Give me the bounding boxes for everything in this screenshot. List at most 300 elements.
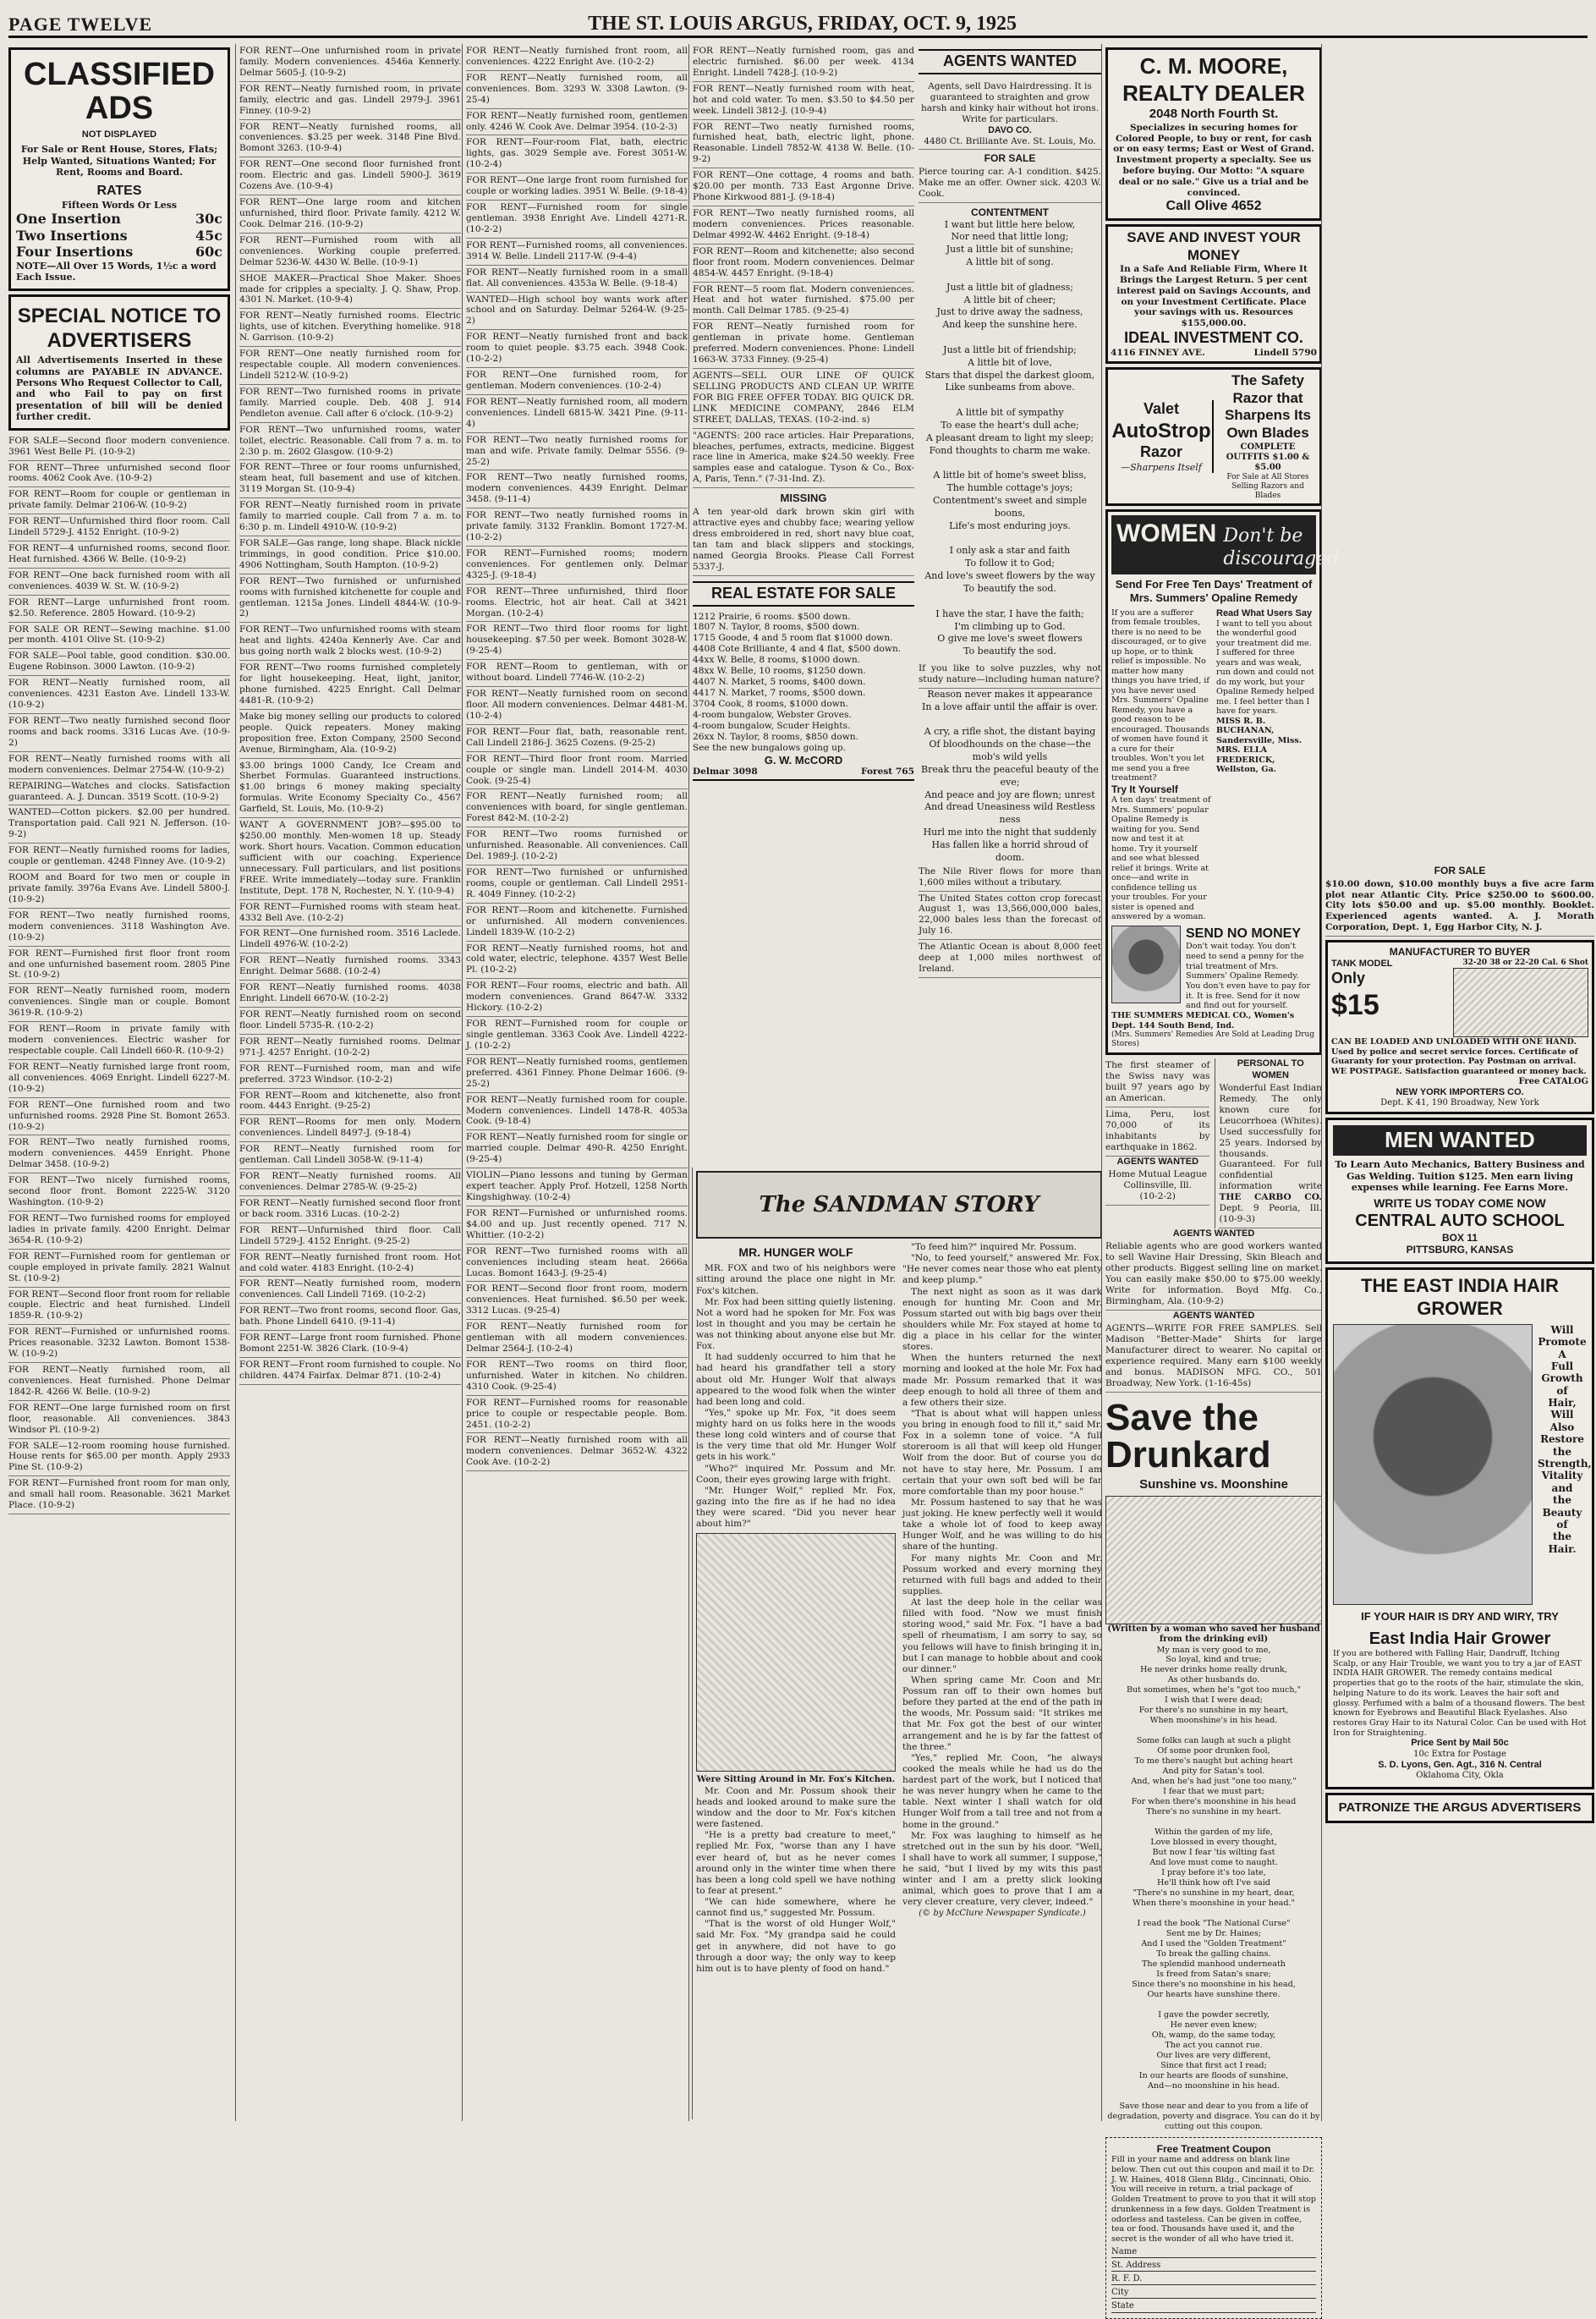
real-estate-listing: 1212 Prairie, 6 rooms. $500 down. (693, 611, 851, 622)
poem-line: A little bit of sympathy (956, 407, 1064, 419)
poem-line: The splendid manhood underneath (1142, 1959, 1286, 1970)
home-mutual-city: Collinsville, Ill. (1123, 1179, 1192, 1190)
personal-city: Peoria, Ill. (1268, 1203, 1322, 1214)
story-paragraph: The next night as soon as it was dark enough for hunting Mr. Coon and Mr. Possum started out with big bags over their shoulders while Mr. Fox stayed at home to dig a place in his cellar for the winter stores. (902, 1286, 1102, 1353)
story-paragraph: "He is a pretty bad creature to meet," replied Mr. Fox, "worse than any I have ever heard of, but as he never comes around only in the winter time when there has been a long cold spell we have nothing to fear at present." (696, 1830, 896, 1896)
poem-line: I only ask a star and faith (949, 545, 1071, 557)
poem-line: In our hearts are floods of sunshine, (1138, 2070, 1289, 2080)
classified-ad: FOR RENT—Third floor front room. Married couple or single man. Lindell 2014-M. 4030 Cook. (9-25-4) (466, 752, 688, 790)
classified-header-box (8, 47, 230, 291)
classified-ad: FOR RENT—Furnished or unfurnished rooms. Prices reasonable. 3232 Lawton. Bomont 1538-W. (10-9-2) (8, 1325, 230, 1363)
classified-ad: FOR SALE—12-room rooming house furnished. House rents for $65.00 per month. Apply 2933 Pine St. (10-9-2) (8, 1439, 230, 1477)
coupon-field-row[interactable] (1111, 2261, 1316, 2272)
side-word: Hair. (1548, 1542, 1577, 1555)
for-sale-lots-title: FOR SALE (1434, 865, 1486, 876)
rates-note: NOTE—All Over 15 Words, 1½c a word Each Issue. (16, 260, 217, 283)
classified-ad: FOR RENT—Furnished first floor front room and one unfurnished basement room. 2805 Pine St. (10-9-2) (8, 947, 230, 985)
contentment-title: CONTENTMENT (971, 206, 1049, 218)
poem-line: He never even knew; (1170, 2020, 1258, 2030)
classified-ad: FOR RENT—Two neatly furnished rooms, all modern conveniences. Prices reasonable. Delmar 4992-W. 4462 Enright. (9-18-4) (693, 206, 914, 245)
invest-title: SAVE AND INVEST YOUR MONEY (1127, 228, 1301, 263)
women-body: If you are a sufferer from female troubles, there is no need to be discouraged, or to give up hope, or to think relief is impossible. No matter how many things you have tried, if you have never used Mrs. Summers' Opaline Remedy, you have a good reason to be encouraged. Thousands of women have found it a cure for their troubles. Won't you let me send you a free treatment? (1111, 607, 1209, 783)
classified-ad: FOR RENT—Three unfurnished second floor rooms. 4062 Cook Ave. (10-9-2) (8, 461, 230, 488)
hair-grower-city: Oklahoma City, Okla (1416, 1771, 1504, 1781)
men-wanted-write: WRITE US TODAY COME NOW (1374, 1196, 1546, 1211)
revolver-illustration (1453, 968, 1588, 1037)
fact-item: The United States cotton crop forecast August 1, was 13,566,000,000 bales, 22,000 bales less than the forecast of July 16. (919, 892, 1101, 941)
real-estate-listing: 4417 N. Market, 7 rooms, $500 down. (693, 687, 866, 698)
poem-line: But now I fear 'tis wilting fast (1152, 1848, 1275, 1858)
story-paragraph: "That is the worst of old Hunger Wolf," said Mr. Fox. "My grandpa said he could get in anywhere, did not have to go through a door way; the only way to keep him out is to have plenty of food on hand." (696, 1919, 896, 1974)
poem-line: A cry, a rifle shot, the distant baying (924, 726, 1096, 738)
classified-ad-list (239, 44, 461, 1385)
poem-line (1105, 1817, 1322, 1827)
puzzle-poem (919, 689, 1101, 865)
drunkard-poem (1105, 1646, 1322, 2132)
poem-line: In a love affair until the affair is over. (922, 701, 1098, 712)
side-word: Hair, (1548, 1397, 1577, 1410)
classified-ad: FOR RENT—Neatly furnished room, all conveniences. Heat furnished. Phone Delmar 1842-R. 4266 W. Belle. (10-9-2) (8, 1363, 230, 1401)
poem-line: When moonshine's in his head. (1149, 1716, 1278, 1726)
classified-ad: FOR RENT—Large unfurnished front room. $2.50. Reference. 2805 Howard. (10-9-2) (8, 596, 230, 623)
poem-line (1105, 1909, 1322, 1919)
classified-ad: FOR RENT—Furnished room with all conveniences. Working couple preferred. Delmar 5236-W. 4430 W. Belle. (10-9-1) (239, 234, 461, 272)
hair-grower-if: IF YOUR HAIR IS DRY AND WIRY, TRY (1361, 1609, 1559, 1623)
side-word: of (1556, 1384, 1568, 1397)
classified-ad: FOR RENT—Neatly furnished room for gentleman in private home. Gentleman preferred. Modern conveniences. Phone: Lindell 1663-W. 3733 Finney. (9-25-4) (693, 320, 914, 369)
classified-ad: FOR RENT—Neatly furnished rooms. 3343 Enright. Delmar 5688. (10-2-4) (239, 953, 461, 981)
for-sale-car-title: FOR SALE (984, 152, 1036, 165)
side-word: the (1553, 1445, 1571, 1458)
coupon-field-label: State (1111, 2301, 1134, 2311)
column-3 (462, 44, 688, 2121)
poem-line: To beautify the sod. (963, 582, 1056, 594)
classified-ad: FOR RENT—One large room and kitchen unfurnished, third floor. Private family. 4212 W. Cook. Delmar 216. (10-9-2) (239, 195, 461, 234)
poem-line: And I used the "Golden Treatment" (1141, 1939, 1286, 1949)
poem-line: But sometimes, when he's "got too much," (1126, 1685, 1302, 1695)
personal-company: THE CARBO CO. (1219, 1192, 1322, 1203)
woman-long-hair-image (1333, 1324, 1533, 1605)
poem-line: To ease the heart's dull ache; (941, 420, 1079, 431)
story-paragraph: MR. FOX and two of his neighbors were sitting around the place one night in Mr. Fox's kitchen. (696, 1263, 896, 1296)
story-paragraph: Mr. Fox was laughing to himself as he stretched out in the sun by his door. "Well, I shall have to work all summer, I suppose," he said, "but I lived by my wits this past winter and I am a pretty slick looking animal, which goes to prove that I am a very clever creature, very clever, indeed." (902, 1830, 1102, 1908)
classified-ad: FOR RENT—5 room flat. Modern conveniences. Heat and hot water furnished. $75.00 per month. Call Delmar 1785. (9-25-4) (693, 283, 914, 321)
poem-line: When there's moonshine in your head." (1133, 1899, 1295, 1909)
real-estate-listing: 1807 N. Taylor, 8 rooms, $500 down. (693, 622, 860, 633)
classified-ad: FOR RENT—Three or four rooms unfurnished, steam heat, full basement and use of kitchen. 3119 Morgan St. (10-9-4) (239, 460, 461, 498)
classified-ad: FOR RENT—Neatly furnished rooms, hot and cold water, electric, telephone. 4357 West Belle Pl. (10-2-2) (466, 942, 688, 980)
poem-line (919, 596, 1101, 608)
women-send-text: Don't wait today. You don't need to send a penny for the trial treatment of Mrs. Summers' Opaline Remedy. You don't even have to pay for it. It is free. Send for it now and find out for yourself. (1186, 942, 1311, 1011)
side-word: the (1553, 1530, 1571, 1543)
poem-line: Since there's no moonshine in his head, (1132, 1979, 1296, 1989)
classified-ad: FOR RENT—Two third floor rooms for light housekeeping. $7.50 per week. Bomont 3028-W. (9-25-4) (466, 622, 688, 660)
poem-line: I wish that I were dead; (1165, 1695, 1263, 1706)
classified-ad: FOR RENT—Two rooms on third floor, unfurnished. Water in kitchen. No children. 4310 Cook. (9-25-4) (466, 1358, 688, 1396)
poem-line: To break the galling chains. (1156, 1949, 1271, 1959)
autostrop-brand-3: Razor (1139, 443, 1182, 461)
classified-ad: FOR RENT—Second floor front room, modern conveniences. Heat furnished. $6.50 per week. 3312 Lucas. (9-25-4) (466, 1282, 688, 1320)
classified-ad: "AGENTS: 200 race articles. Hair Preparations, bleaches, perfumes, extracts, medicine. Biggest race line in America, make $24.50 weekly. Free samples ease and catalogue. Tyson & Co., Box-A, Paris, Tenn." (7-31-Ind. Z). (693, 429, 914, 489)
classified-ad: WANT A GOVERNMENT JOB?—$95.00 to $250.00 monthly. Men-women 18 up. Steady work. Short hours. Vacation. Common education sufficient with our coaching. Experience unnecessary. Full particulars, and list positions FREE. Write immediately—today sure. Franklin Institute, Dept. 178 N, Rochester, N. Y. (10-9-4) (239, 818, 461, 899)
classified-ad: FOR RENT—Furnished room for couple or single gentleman. 3363 Cook Ave. Lindell 4222-J. (10-2-2) (466, 1017, 688, 1055)
poem-line: Our lives are very different, (1156, 2050, 1271, 2060)
poem-line: Stars that dispel the darkest gloom, (924, 369, 1095, 381)
home-mutual-title: AGENTS WANTED (1116, 1156, 1199, 1167)
classified-ad: FOR RENT—Two furnished or unfurnished rooms with furnished kitchenette for couple and gentleman. 1215a Jones. Lindell 4844-W. (10-9-2) (239, 574, 461, 624)
classified-ad: FOR RENT—Neatly furnished room in private family to married couple. Call from 7 a. m. to 6:30 p. m. Lindell 4910-W. (10-9-2) (239, 498, 461, 536)
classified-ad: FOR RENT—Two furnished rooms with all conveniences including steam heat. 2666a Lucas. Bomont 1643-J. (9-25-4) (466, 1245, 688, 1283)
not-displayed-label: NOT DISPLAYED (81, 129, 157, 140)
coupon-field-row[interactable] (1111, 2301, 1316, 2312)
autostrop-ad (1105, 367, 1322, 506)
side-word: Will (1550, 1323, 1574, 1336)
classified-ad: FOR RENT—Neatly furnished room, modern conveniences. Single man or couple. Bomont 3619-R. (10-9-2) (8, 984, 230, 1022)
story-paragraph: "Yes," replied Mr. Coon, "he always cooked the meals while he had us do the hardest part of the work, but I noticed that he was never hungry when he came to the table. Next winter I shall watch for old Hunger Wolf from a tall tree and not from a home in the ground." (902, 1752, 1102, 1830)
revolver-company: NEW YORK IMPORTERS CO. (1396, 1086, 1524, 1097)
poem-line: The act you cannot rue. (1165, 2040, 1263, 2050)
hair-grower-text: If you are bothered with Falling Hair, Dandruff, Itching Scalp, or any Hair Trouble, we want you to try a jar of EAST INDIA HAIR GROWER. The remedy contains medical properties that go to the roots of the hair, stimulate the skin, helping Nature to do its work. Leaves the hair soft and glossy. Perfumed with a balm of a thousand flowers. The best known for Eyebrows and Beautiful Black Eyelashes. Also restores Gray Hair to its Natural Color. Can be used with Hot Iron for Straightening. (1333, 1648, 1587, 1738)
classified-ad: FOR RENT—Neatly furnished rooms, gentlemen preferred. 4361 Finney. Phone Delmar 1606. (9-25-2) (466, 1055, 688, 1093)
classified-ad: FOR RENT—Two neatly furnished rooms, furnished heat, bath, electric light, phone. Reasonable. Lindell 7852-W. 4138 W. Belle. (10-9-2) (693, 120, 914, 169)
realty-title: C. M. MOORE, REALTY DEALER (1122, 53, 1305, 106)
poem-line: "There's no sunshine in my heart, dear, (1133, 1888, 1295, 1899)
women-company: THE SUMMERS MEDICAL CO., Women's Dept. 144 South Bend, Ind. (1111, 1011, 1295, 1030)
wavine-text: Reliable agents who are good workers wanted to sell Wavine Hair Dressing, Skin Bleach and other products. Biggest selling line on market. You can easily make $50.00 to $75.00 weekly. Write for information. Boyd Mfg. Co., Birmingham, Ala. (1105, 1241, 1322, 1306)
coupon-field-label: Name (1111, 2246, 1138, 2256)
classified-ad: FOR RENT—Room and kitchenette. Furnished or unfurnished. All modern conveniences. Lindell 1839-W. (10-2-2) (466, 904, 688, 942)
fact-item: The Nile River flows for more than 1,600 miles without a tributary. (919, 865, 1101, 892)
classified-ad: FOR RENT—Neatly furnished rooms, all conveniences. $3.25 per week. 3148 Pine Blvd. Bomont 3263. (10-9-4) (239, 120, 461, 158)
poem-line: And peace and joy are flown; unrest (924, 789, 1095, 800)
classified-ad: FOR RENT—Neatly furnished room, all modern conveniences. Lindell 6815-W. 3421 Pine. (9-11-4) (466, 395, 688, 433)
classified-ad: WANTED—High school boy wants work after school and on Saturday. Delmar 5264-W. (9-25-2) (466, 293, 688, 331)
hair-grower-ad (1325, 1267, 1594, 1789)
poem-line (1105, 1726, 1322, 1736)
poem-line: To follow it to God; (965, 558, 1055, 569)
poem-line: Sent me by Dr. Haines; (1165, 1929, 1262, 1939)
poem-line: Our hearts have sunshine there. (1147, 1989, 1281, 1999)
women-sig-2: MRS. ELLA FREDERICK, Wellston, Ga. (1216, 745, 1277, 775)
classified-ad: FOR RENT—Neatly furnished room for single or married couple. Delmar 490-R. 4250 Enright. (9-25-4) (466, 1130, 688, 1168)
classified-ad: FOR RENT—Room to gentleman, with or without board. Lindell 7746-W. (10-2-2) (466, 660, 688, 687)
poem-line: Just a little bit of sunshine; (946, 244, 1074, 256)
poem-line: As other husbands do. (1167, 1675, 1260, 1685)
home-mutual-code: (10-2-2) (1139, 1190, 1176, 1201)
classified-ad: FOR RENT—One second floor furnished front room. Electric and gas. Lindell 5900-J. 3619 Cozens Ave. (10-9-4) (239, 157, 461, 195)
couple-embrace-illustration (1105, 1496, 1322, 1624)
classified-ad: FOR SALE—Second floor modern convenience. 3961 West Belle Pl. (10-9-2) (8, 434, 230, 461)
classified-ad: FOR RENT—Neatly furnished rooms for ladies, couple or gentleman. 4248 Finney Ave. (10-9-2) (8, 844, 230, 871)
facts-steamer: The first steamer of the Swiss navy was built 97 years ago by an American. (1105, 1058, 1209, 1107)
autostrop-headline: The Safety Razor that Sharpens Its Own Blades (1224, 371, 1312, 442)
classified-ad: FOR RENT—Two neatly furnished rooms in private family. 3132 Franklin. Bomont 1727-M. (10-2-2) (466, 508, 688, 547)
hair-grower-price: Price Sent by Mail 50c (1411, 1738, 1509, 1749)
real-estate-listing: 26xx N. Taylor, 8 rooms, $850 down. (693, 731, 858, 742)
poem-line: Has fallen like a horrid shroud of doom. (931, 839, 1089, 863)
women-ad (1105, 509, 1340, 1055)
side-word: and (1551, 1481, 1573, 1494)
classified-ad: FOR RENT—One furnished room and two unfurnished rooms. 2928 Pine St. Bomont 2653. (10-9-2) (8, 1098, 230, 1136)
agents-wanted-text: Agents, sell Davo Hairdressing. It is guaranteed to straighten and grow harsh and kinky hair without hot irons. Write for particulars. (920, 80, 1100, 124)
story-paragraph: "To feed him?" inquired Mr. Possum. (911, 1242, 1077, 1252)
coupon-field-label: R. F. D. (1111, 2274, 1143, 2284)
classified-ad: FOR RENT—Furnished rooms for reasonable price to couple or respectable people. Bom. 2451. (10-2-2) (466, 1396, 688, 1434)
classified-ad: FOR RENT—Neatly furnished room for couple. Modern conveniences. Lindell 1478-R. 4053a Cook. (9-18-4) (466, 1093, 688, 1131)
classified-ad: FOR RENT—Furnished rooms with steam heat. 4332 Bell Ave. (10-2-2) (239, 900, 461, 927)
classified-ad: FOR RENT—Room and kitchenette; also second floor front room. Modern conveniences. Delmar 4854-W. 4457 Enright. (9-18-4) (693, 245, 914, 283)
column-6 (1101, 44, 1340, 2311)
poem-line: So loyal, kind and true; (1165, 1655, 1262, 1665)
classified-ad: FOR RENT—Neatly furnished room, in private family, electric and gas. Lindell 2979-J. 3961 Finney. (10-9-2) (239, 82, 461, 120)
side-word: Will (1550, 1409, 1574, 1421)
classified-ad: FOR RENT—One furnished room. 3516 Laclede. Lindell 4976-W. (10-2-2) (239, 926, 461, 953)
classified-ad: FOR RENT—Neatly furnished rooms. 4038 Enright. Lindell 6670-W. (10-2-2) (239, 981, 461, 1008)
poem-line: A little bit of love, (968, 356, 1052, 368)
classified-ad: FOR RENT—Neatly furnished room; all conveniences with board, for single gentleman. Forest 842-M. (10-2-2) (466, 789, 688, 827)
woman-portrait-image (1111, 926, 1181, 1003)
revolver-ad (1325, 940, 1594, 1114)
missing-text: A ten year-old dark brown skin girl with attractive eyes and chubby face; wearing yellow dress embroidered in red, short navy blue coat, tan tam and black slippers and stockings, named Georgia Brooks. Please Call Forrest 5337-J. (693, 505, 914, 576)
story-paragraph: Mr. Coon and Mr. Possum shook their heads and looked around to make sure the window and the door to Mr. Fox's kitchen were fastened. (696, 1785, 896, 1830)
side-word: Promote (1538, 1336, 1587, 1349)
real-estate-agent: G. W. McCORD (764, 753, 843, 767)
classified-ad: FOR RENT—Furnished front room for man only, and small hall room. Reasonable. 3621 Market Place. (10-9-2) (8, 1476, 230, 1514)
special-notice-title: SPECIAL NOTICE TO ADVERTISERS (17, 304, 222, 352)
story-paragraph: For many nights Mr. Coon and Mr. Possum worked and every morning they returned with full bags and added to their supplies. (902, 1552, 1102, 1596)
rate-row: Two Insertions 45c (16, 227, 222, 244)
classified-description: For Sale or Rent House, Stores, Flats; Help Wanted, Situations Wanted; For Rent, Rooms and Board. (20, 144, 218, 178)
poem-line: A little bit of home's sweet bliss, (933, 470, 1087, 481)
classified-ad: FOR RENT—One back furnished room with all conveniences. 4039 W. St. W. (10-9-2) (8, 569, 230, 596)
page-number: PAGE TWELVE (8, 14, 153, 35)
poem-line: And love must come to naught. (1149, 1858, 1278, 1868)
fox-kitchen-illustration (696, 1533, 896, 1772)
classified-ad: Make big money selling our products to colored people. Quick repeaters. Money making proposition free. Exton Company, 2500 Second Avenue, Birmingham, Ala. (10-9-2) (239, 710, 461, 759)
classified-ad: FOR RENT—Two nicely furnished rooms, second floor front. Bomont 2225-W. 3120 Washington. (10-9-2) (8, 1173, 230, 1212)
masthead (8, 7, 1588, 38)
classified-ad: FOR RENT—Furnished room, man and wife preferred. 3723 Windsor. (10-2-2) (239, 1062, 461, 1089)
poem-line: The humble cottage's joys; (946, 482, 1073, 494)
women-testimonial: I want to tell you about the wonderful good your treatment did me. I suffered for three years and was weak, run down and could not do my work, but your Opaline Remedy helped me. I feel better than I have for years. (1216, 618, 1314, 717)
autostrop-footer: For Sale at All Stores Selling Razors and Blades (1226, 473, 1309, 501)
poem-line: Is freed from Satan's snare; (1156, 1970, 1271, 1979)
coupon-field-row[interactable] (1111, 2288, 1316, 2299)
poem-line (919, 458, 1101, 470)
classified-ad: FOR RENT—Two unfurnished rooms, water toilet, electric. Reasonable. Call from 7 a. m. to 2:30 p. m. 2602 Glasgow. (10-9-2) (239, 423, 461, 461)
classified-ad-list (466, 44, 688, 1471)
poem-line: Save those near and dear to you from a life of degradation, poverty and disgrace. You can do it by cutting out this coupon. (1107, 2101, 1320, 2131)
classified-ad: FOR RENT—Neatly furnished second floor front or back room. 3316 Lucas. (10-2-2) (239, 1196, 461, 1223)
madison-text: AGENTS—WRITE FOR FREE SAMPLES. Sell Madison "Better-Made" Shirts for large Manufacturer direct to wearer. No capital or experience required. Many earn $100 weekly and bonus. MADISON MFG. CO., 501 Broadway, New York. (1105, 1323, 1322, 1388)
real-estate-listing: 4407 N. Market, 5 rooms, $400 down. (693, 677, 866, 688)
women-try: Try It Yourself (1111, 783, 1178, 795)
real-estate-listing: 4-room bungalow, Scuder Heights. (693, 720, 851, 731)
women-offer: Send For Free Ten Days' Treatment of Mrs. Summers' Opaline Remedy (1115, 578, 1313, 604)
poem-line (919, 332, 1101, 344)
drunkard-title: Save the Drunkard (1105, 1396, 1271, 1475)
rates-title: RATES (96, 184, 142, 199)
invest-address: 4116 FINNEY AVE. (1111, 348, 1205, 359)
classified-ad: FOR RENT—Two unfurnished rooms with steam heat and lights. 4240a Kennerly Ave. Car and bus going north walk 2 blocks west. (10-9-2) (239, 623, 461, 661)
women-title: WOMEN (1116, 519, 1217, 548)
poem-line (919, 714, 1101, 727)
realty-phone: Call Olive 4652 (1165, 199, 1262, 214)
coupon-field-row[interactable] (1111, 2274, 1316, 2285)
rates-subtitle: Fifteen Words Or Less (61, 199, 178, 211)
column-1 (8, 44, 230, 2121)
classified-ad: FOR SALE—Pool table, good condition. $30.00. Eugene Robinson. 3000 Lawton. (10-9-2) (8, 649, 230, 676)
classified-ad: FOR RENT—Two rooms furnished or unfurnished. Reasonable. All conveniences. Call Del. 1989-J. (10-2-2) (466, 827, 688, 866)
classified-ad: FOR RENT—Two furnished rooms in private family. Married couple. Deb. 408 J. 914 Pendleton avenue. Call after 6 o'clock. (10-9-2) (239, 385, 461, 423)
poem-line: And pity for Satan's tool. (1162, 1767, 1265, 1777)
classified-ad: FOR RENT—Neatly furnished room, modern conveniences. Call Lindell 7169. (10-2-2) (239, 1277, 461, 1304)
classified-ad: FOR RENT—Large front room furnished. Phone Bomont 2251-W. 3826 Clark. (10-9-4) (239, 1331, 461, 1358)
classified-ad: FOR RENT—Four-room Flat, bath, electric lights, gas. 3029 Semple ave. Forest 3051-W. (10-2-4) (466, 135, 688, 173)
phone-right: Forest 765 (861, 767, 914, 778)
coupon-text: Fill in your name and address on blank line below. Then cut out this coupon and mail it to Dr. J. W. Haines, 4018 Glenn Bldg., Cincinnati, Ohio. You will receive in return, a trial package of Golden Treatment to prove to you that it will stop drunkenness in a few days. Golden Treatment is odorless and tasteless. Can be given in coffee, tea or food. Thousands have used it, and the secret is the wonder of all who have tried it. (1111, 2155, 1316, 2244)
classified-ad: FOR RENT—Four flat, bath, reasonable rent. Call Lindell 2186-J. 3625 Cozens. (9-25-2) (466, 725, 688, 752)
classified-ad: FOR RENT—One furnished room, for gentleman. Modern conveniences. (10-2-4) (466, 368, 688, 395)
sandman-caption: Were Sitting Around in Mr. Fox's Kitchen. (696, 1775, 896, 1785)
women-send-no-money: SEND NO MONEY (1186, 926, 1302, 941)
side-word: the (1553, 1494, 1571, 1507)
side-word: Also (1549, 1421, 1575, 1433)
revolver-header: MANUFACTURER TO BUYER (1389, 946, 1531, 959)
autostrop-brand-2: AutoStrop (1111, 419, 1211, 442)
poem-line: Break thru the peaceful beauty of the eve; (921, 763, 1099, 788)
classified-ad: FOR RENT—Neatly furnished room, all conveniences. 4231 Easton Ave. Lindell 133-W. (10-9-2) (8, 676, 230, 714)
poem-line: Life's most enduring joys. (949, 519, 1071, 531)
free-treatment-coupon[interactable] (1105, 2137, 1322, 2319)
women-try-text: A ten days' treatment of Mrs. Summers' popular Opaline Remedy is waiting for you. Send now and test it at home. Try it yourself and see what blessed relief it brings. Write at once—and write in confidence telling us your troubles. For your sister is opened and answered by a woman. (1111, 795, 1211, 922)
wavine-title: AGENTS WANTED (1172, 1228, 1255, 1239)
coupon-field-row[interactable] (1111, 2247, 1316, 2258)
contentment-poem (919, 219, 1101, 659)
side-word: Strength, (1538, 1458, 1592, 1470)
revolver-address: Dept. K 41, 190 Broadway, New York (1380, 1098, 1539, 1108)
classified-ad: FOR RENT—Front room furnished to couple. No children. 4474 Fairfax. Delmar 871. (10-2-4) (239, 1358, 461, 1385)
classified-ad: FOR RENT—Unfurnished third floor room. Call Lindell 5729-J. 4152 Enright. (10-9-2) (8, 514, 230, 541)
coupon-field-label: City (1111, 2288, 1129, 2298)
poem-line: Of bloodhounds on the chase—the mob's wild yells (929, 739, 1091, 763)
story-paragraph: It had suddenly occurred to him that he had heard his grandfather tell a story about old Mr. Hunger Wolf that always appeared to the wood folk when the winter had been long and cold. (696, 1352, 896, 1407)
poem-line: He'll think how oft I've said (1157, 1878, 1270, 1888)
poem-line: I pray before it's too late, (1161, 1868, 1266, 1878)
classified-ad: FOR RENT—Neatly furnished rooms with all modern conveniences. Delmar 2754-W. (10-9-2) (8, 752, 230, 779)
real-estate-listing: 1715 Goode, 4 and 5 room flat $1000 down. (693, 633, 893, 644)
poem-line: To beautify the sod. (963, 646, 1056, 657)
side-word: Full (1550, 1360, 1574, 1372)
real-estate-listing: 4-room bungalow, Webster Groves. (693, 709, 852, 720)
column-5 (915, 44, 1101, 2121)
classified-ad: FOR RENT—Unfurnished third floor. Call Lindell 5729-J. 4152 Enright. (9-25-2) (239, 1223, 461, 1250)
classified-ad: FOR RENT—Two rooms furnished completely for light housekeeping. Heat, light, janitor, phone furnished. 4225 Enright. Call Delmar 4481-R. (10-9-2) (239, 661, 461, 710)
classified-ad: FOR RENT—Furnished rooms; modern conveniences. For gentlemen only. Delmar 4325-J. (9-18-4) (466, 547, 688, 585)
poem-line (1105, 2091, 1322, 2102)
rate-row: One Insertion 30c (16, 211, 222, 228)
special-notice-text: All Advertisements Inserted in these columns are PAYABLE IN ADVANCE. Persons Who Request Collector to Call, and who Fail to pay on first presentation of bill will be denied further credit. (16, 354, 222, 423)
drunkard-caption: (Written by a woman who saved her husband from the drinking evil) (1107, 1624, 1320, 1645)
story-paragraph: "Yes," spoke up Mr. Fox, "it does seem mighty hard on us folks here in the woods these long cold winters and of course that is the very time that old Mr. Hunger Wolf gets in his work." (696, 1407, 896, 1463)
hair-grower-product: East India Hair Grower (1368, 1629, 1551, 1648)
revolver-model: TANK MODEL (1331, 958, 1393, 969)
poem-line: Within the garden of my life, (1154, 1827, 1273, 1838)
column-2 (235, 44, 461, 2121)
autostrop-brand-1: Valet (1143, 399, 1180, 417)
poem-line (919, 533, 1101, 546)
story-paragraph: When spring came Mr. Coon and Mr. Possum ran off to their own homes but before they parted at the end of the path in the woods, Mr. Possum said: "It strikes me that Mr. Fox got the best of our winter arrangement and he is by far the fattest of the three." (902, 1674, 1102, 1752)
home-mutual-company: Home Mutual League (1108, 1168, 1208, 1179)
classified-ad: FOR RENT—Neatly furnished front and back room to quiet people. $3.75 each. 3948 Cook. (10-2-2) (466, 330, 688, 368)
classified-ad: FOR RENT—Neatly furnished room with heat, hot and cold water. To men. $3.50 to $4.50 per week. Lindell 3812-J. (10-9-4) (693, 82, 914, 120)
puzzle-text: If you like to solve puzzles, why not study nature—including human nature? (919, 662, 1101, 689)
poem-line: Since that first act I read; (1160, 2060, 1267, 2070)
classified-ad: FOR RENT—Neatly furnished room, all conveniences. Bom. 3293 W. 3308 Lawton. (9-25-4) (466, 71, 688, 109)
hair-grower-title: THE EAST INDIA HAIR GROWER (1361, 1275, 1559, 1319)
sandman-title: MR. HUNGER WOLF (738, 1245, 853, 1259)
poem-line: Some folks can laugh at such a plight (1136, 1736, 1292, 1746)
realty-ad (1105, 47, 1322, 221)
poem-line: Just a little bit of friendship; (943, 343, 1077, 355)
classified-ad: FOR RENT—Second floor front room for reliable couple. Electric and heat furnished. Lindell 1859-R. (10-9-2) (8, 1288, 230, 1326)
women-footnote: (Mrs. Summers' Remedies Are Sold at Leading Drug Stores) (1111, 1030, 1315, 1049)
classified-ad: FOR SALE—Gas range, long shape. Black nickle trimmings, in good condition. Price $10.00. 4906 Nottingham, South Hampton. (10-9-2) (239, 536, 461, 574)
classified-ad: FOR RENT—One cottage, 4 rooms and bath. $20.00 per month. 733 East Argonne Drive. Phone Kirkwood 881-J. (9-18-4) (693, 168, 914, 206)
real-estate-listing: 4408 Cote Brilliante, 4 and 4 flat, $500 down. (693, 644, 902, 655)
women-sig-1: MISS R. B. BUCHANAN, Sandersville, Miss. (1216, 716, 1303, 745)
classified-ad: FOR RENT—Four rooms, electric and bath. All modern conveniences. Grand 8647-W. 3332 Hickory. (10-2-2) (466, 979, 688, 1017)
poem-line: To me there's naught but aching heart (1134, 1756, 1293, 1767)
side-word: of (1556, 1518, 1568, 1530)
classified-ad: FOR RENT—Room and kitchenette, also front room. 4443 Enright. (9-25-2) (239, 1089, 461, 1116)
facts-list (919, 865, 1101, 978)
poem-line: And, when he's had just "one too many," (1131, 1777, 1297, 1787)
poem-line: I have the star, I have the faith; (935, 607, 1084, 619)
story-paragraph: When the hunters returned the next morning and looked at the hole Mr. Fox had made Mr. Possum remarked that it was deep enough to hold all three of them and a few others their size. (902, 1353, 1102, 1408)
poem-line: Just a little bit of gladness; (946, 281, 1073, 293)
poem-line: A little bit of song. (966, 256, 1054, 268)
classified-ad: WANTED—Cotton pickers. $2.00 per hundred. Transportation paid. Call 921 N. Jefferson. (10-9-2) (8, 805, 230, 844)
column-7 (1321, 44, 1594, 2121)
real-estate-listing: 3704 Cook, 8 rooms, $1000 down. (693, 698, 848, 709)
classified-ad: FOR RENT—Furnished or unfurnished rooms. $4.00 and up. Just recently opened. 717 N. Whittier. (10-2-2) (466, 1206, 688, 1245)
classified-ad: FOR RENT—Neatly furnished room in a small flat. All conveniences. 4353a W. Belle. (9-18-4) (466, 266, 688, 293)
classified-ad: FOR RENT—Neatly furnished rooms. Electric lights, use of kitchen. Everything homelike. 918 N. Garrison. (10-9-2) (239, 309, 461, 347)
personal-code: (10-9-3) (1219, 1214, 1255, 1225)
classified-ad-list (8, 434, 230, 1514)
classified-ad: FOR RENT—Room for couple or gentleman in private family. Delmar 2106-W. (10-9-2) (8, 487, 230, 514)
classified-ad: FOR RENT—Neatly furnished room, gentlemen only. 4246 W. Cook Ave. Delmar 3954. (10-2-3) (466, 109, 688, 136)
story-paragraph: "We can hide somewhere, where he cannot find us," suggested Mr. Possum. (696, 1897, 896, 1919)
classified-ad: FOR RENT—One large furnished room on first floor, reasonable. All conveniences. 3843 Windsor Pl. (10-9-2) (8, 1401, 230, 1439)
real-estate-list (693, 612, 914, 754)
classified-ad: FOR RENT—Neatly furnished room for gentleman with all modern conveniences. Delmar 2564-J. (10-2-4) (466, 1320, 688, 1358)
classified-ad: FOR RENT—Neatly furnished front room. Hot and cold water. 4183 Enright. (10-2-4) (239, 1250, 461, 1278)
side-word: Restore (1540, 1433, 1584, 1446)
realty-address: 2048 North Fourth St. (1149, 107, 1279, 122)
madison-code: (1-16-45s) (1204, 1377, 1252, 1388)
real-estate-phones (693, 767, 914, 781)
agents-wanted-company: DAVO CO. (988, 124, 1032, 135)
story-paragraph: "Mr. Hunger Wolf," replied Mr. Fox, gazing into the fire as if he had no idea they were scared. "Did you never hear about him?" (696, 1485, 896, 1530)
madison-title: AGENTS WANTED (1172, 1310, 1255, 1321)
poem-line: Reason never makes it appearance (927, 688, 1093, 700)
poem-line: Hurl me into the night that suddenly (923, 827, 1097, 838)
poem-line: There's no sunshine in my heart. (1146, 1807, 1281, 1817)
classified-ad: FOR RENT—Neatly furnished rooms. Delmar 971-J. 4257 Enright. (10-2-2) (239, 1035, 461, 1062)
poem-line: And keep the sunshine here. (942, 319, 1078, 331)
